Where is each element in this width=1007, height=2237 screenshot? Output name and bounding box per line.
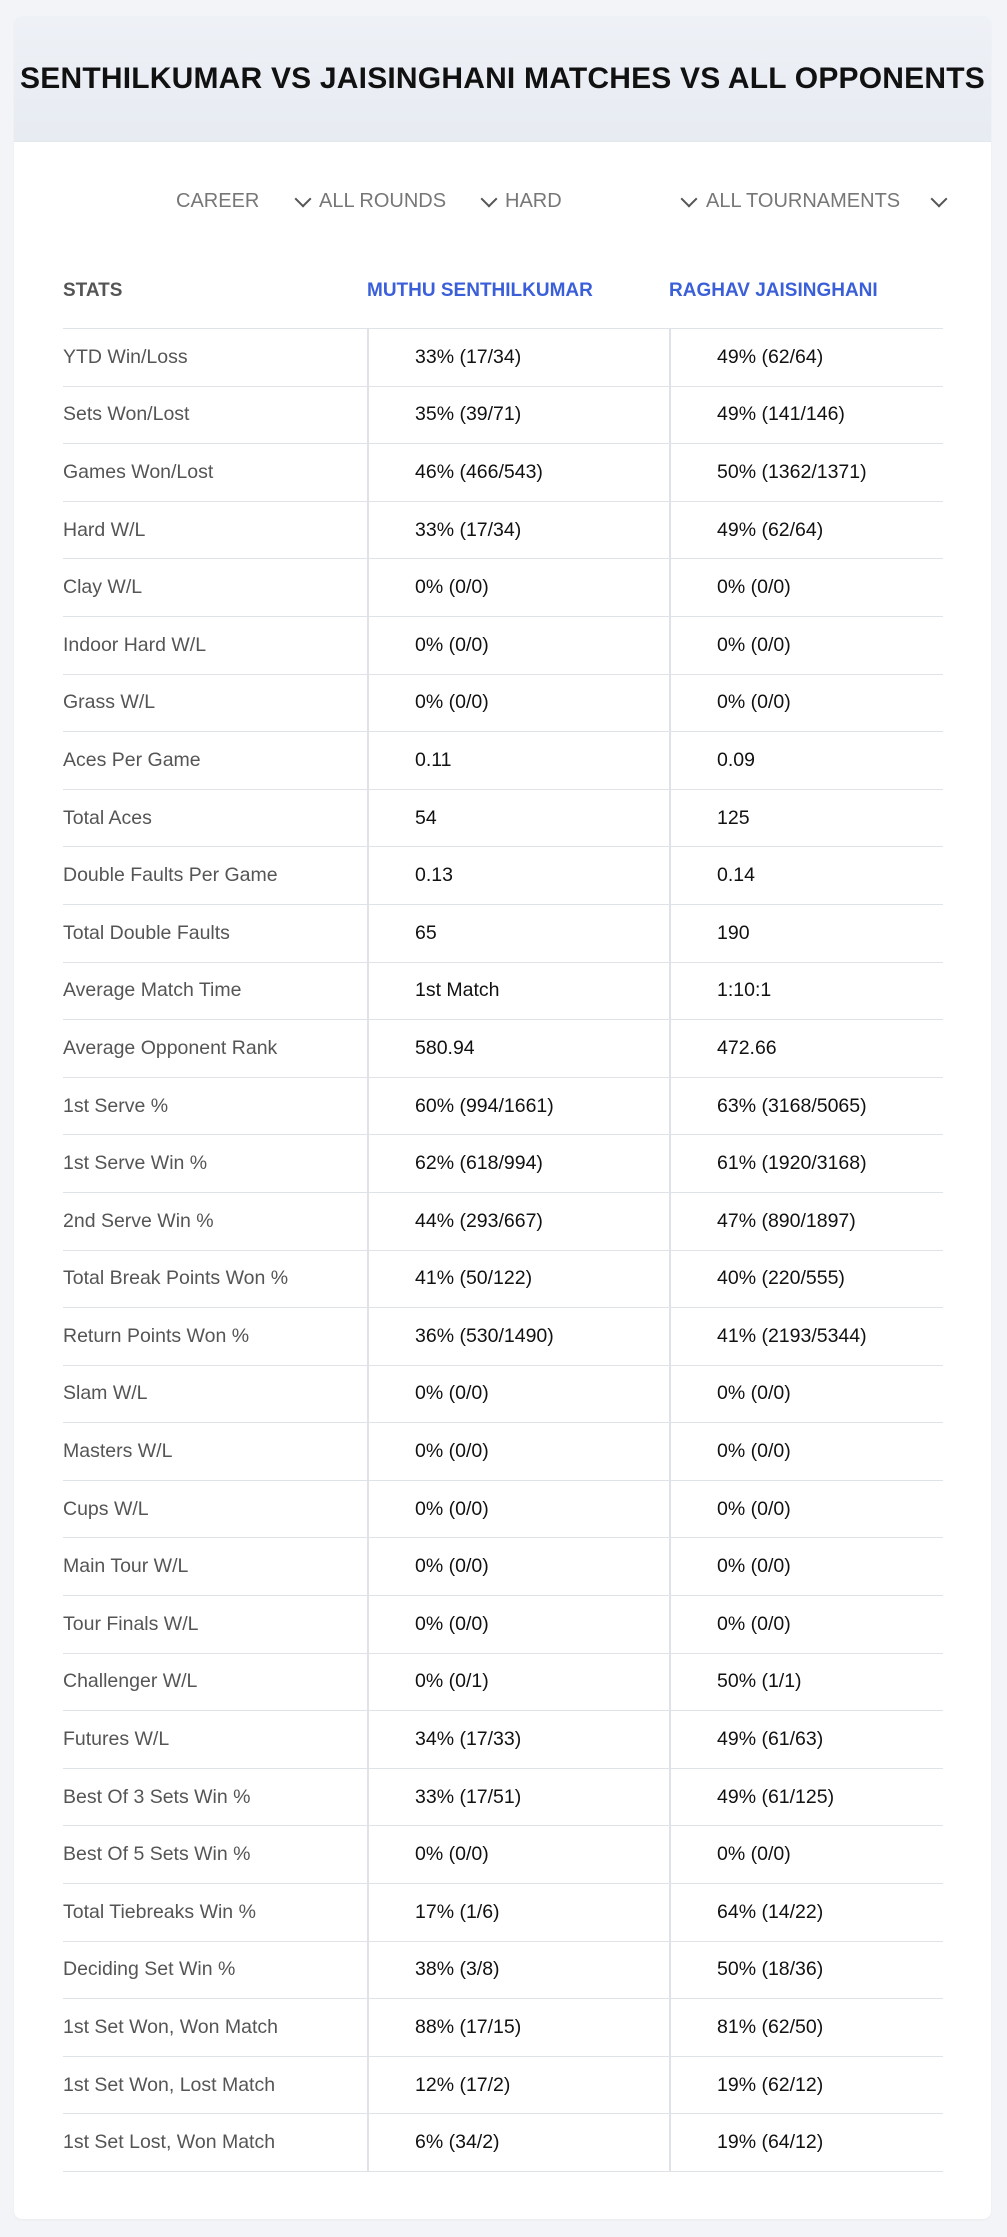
stat-label: 2nd Serve Win %: [63, 1209, 214, 1232]
stat-label: YTD Win/Loss: [63, 345, 188, 368]
table-row: [63, 444, 943, 502]
table-row: [63, 1308, 943, 1366]
player1-value: 0% (0/0): [367, 1481, 669, 1538]
player1-value: 0% (0/1): [367, 1654, 669, 1711]
player1-value: 33% (17/34): [367, 329, 669, 386]
stat-label: Slam W/L: [63, 1382, 148, 1405]
player1-value: 0% (0/0): [367, 1596, 669, 1653]
player1-value: 33% (17/51): [367, 1769, 669, 1826]
player2-value: 0% (0/0): [669, 1366, 943, 1423]
rounds-select-value: ALL ROUNDS: [319, 190, 447, 212]
player1-value: 17% (1/6): [367, 1884, 669, 1941]
period-select[interactable]: [176, 190, 309, 213]
table-row: [63, 1423, 943, 1481]
player1-value: 12% (17/2): [367, 2057, 669, 2114]
stat-label: Indoor Hard W/L: [63, 633, 207, 656]
period-select-value: CAREER: [176, 190, 260, 212]
player2-value: 50% (1/1): [669, 1654, 943, 1711]
player2-value: 49% (62/64): [669, 329, 943, 386]
player1-value: 0% (0/0): [367, 559, 669, 616]
table-row: [63, 1193, 943, 1251]
player1-value: 36% (530/1490): [367, 1308, 669, 1365]
player2-value: 0% (0/0): [669, 559, 943, 616]
stat-label: Total Aces: [63, 806, 152, 829]
player2-value: 0% (0/0): [669, 617, 943, 674]
stat-label: Sets Won/Lost: [63, 403, 190, 426]
table-row: [63, 1826, 943, 1884]
player2-value: 472.66: [669, 1020, 943, 1077]
player2-value: 0.09: [669, 732, 943, 789]
player1-value: 33% (17/34): [367, 502, 669, 559]
player2-value: 81% (62/50): [669, 1999, 943, 2056]
player2-value: 40% (220/555): [669, 1251, 943, 1308]
table-row: [63, 1135, 943, 1193]
stat-label: Cups W/L: [63, 1497, 149, 1520]
player2-value: 50% (1362/1371): [669, 444, 943, 501]
table-row: [63, 1251, 943, 1309]
player2-value: 47% (890/1897): [669, 1193, 943, 1250]
table-row: [63, 905, 943, 963]
stat-label: Total Tiebreaks Win %: [63, 1900, 256, 1923]
player2-value: 61% (1920/3168): [669, 1135, 943, 1192]
stat-label: Average Match Time: [63, 979, 242, 1002]
player1-value: 0% (0/0): [367, 1826, 669, 1883]
stat-label: 1st Set Won, Won Match: [63, 2016, 278, 2039]
player2-value: 0% (0/0): [669, 1596, 943, 1653]
header-player1[interactable]: MUTHU SENTHILKUMAR: [367, 280, 593, 301]
table-row: [63, 790, 943, 848]
player1-value: 54: [367, 790, 669, 847]
stat-label: Total Double Faults: [63, 921, 230, 944]
header-player2[interactable]: RAGHAV JAISINGHANI: [669, 280, 878, 301]
header-stats: STATS: [63, 280, 123, 301]
stat-label: Challenger W/L: [63, 1670, 198, 1693]
player2-value: 190: [669, 905, 943, 962]
stat-label: Double Faults Per Game: [63, 864, 278, 887]
stat-label: Return Points Won %: [63, 1324, 250, 1347]
player2-value: 49% (61/125): [669, 1769, 943, 1826]
player2-value: 19% (64/12): [669, 2114, 943, 2171]
player1-value: 0% (0/0): [367, 1366, 669, 1423]
stat-label: Main Tour W/L: [63, 1555, 189, 1578]
player1-value: 0% (0/0): [367, 1423, 669, 1480]
player2-value: 0% (0/0): [669, 1538, 943, 1595]
page-title: SENTHILKUMAR VS JAISINGHANI MATCHES VS ALL OPPONENTS: [20, 61, 985, 95]
player2-value: 49% (141/146): [669, 387, 943, 444]
player2-value: 50% (18/36): [669, 1942, 943, 1999]
stat-label: Clay W/L: [63, 576, 143, 599]
table-row: [63, 1942, 943, 2000]
player2-value: 49% (62/64): [669, 502, 943, 559]
player1-value: 0% (0/0): [367, 617, 669, 674]
filter-bar: [14, 190, 991, 250]
stat-label: Hard W/L: [63, 518, 146, 541]
stat-label: 1st Set Won, Lost Match: [63, 2073, 276, 2096]
player2-value: 0% (0/0): [669, 1423, 943, 1480]
surface-select[interactable]: [505, 190, 695, 213]
table-row: [63, 1366, 943, 1424]
player1-value: 62% (618/994): [367, 1135, 669, 1192]
stat-label: Best Of 3 Sets Win %: [63, 1785, 251, 1808]
chevron-down-icon: [295, 190, 312, 207]
table-row: [63, 675, 943, 733]
player2-value: 0% (0/0): [669, 675, 943, 732]
stat-label: Futures W/L: [63, 1728, 170, 1751]
table-row: [63, 2057, 943, 2115]
table-row: [63, 732, 943, 790]
chevron-down-icon: [681, 190, 698, 207]
player1-value: 0.11: [367, 732, 669, 789]
player2-value: 125: [669, 790, 943, 847]
player2-value: 64% (14/22): [669, 1884, 943, 1941]
player1-value: 38% (3/8): [367, 1942, 669, 1999]
player1-value: 46% (466/543): [367, 444, 669, 501]
stat-label: Games Won/Lost: [63, 460, 214, 483]
stat-label: Deciding Set Win %: [63, 1958, 236, 1981]
table-row: [63, 617, 943, 675]
stat-label: Best Of 5 Sets Win %: [63, 1843, 251, 1866]
player2-value: 1:10:1: [669, 963, 943, 1020]
table-row: [63, 387, 943, 445]
player2-value: 63% (3168/5065): [669, 1078, 943, 1135]
player1-value: 65: [367, 905, 669, 962]
chevron-down-icon: [481, 190, 498, 207]
table-row: [63, 329, 943, 387]
table-row: [63, 963, 943, 1021]
player2-value: 49% (61/63): [669, 1711, 943, 1768]
table-row: [63, 2114, 943, 2172]
table-header: [63, 254, 943, 329]
player1-value: 580.94: [367, 1020, 669, 1077]
player1-value: 0% (0/0): [367, 1538, 669, 1595]
table-row: [63, 559, 943, 617]
stats-table: [63, 254, 943, 2172]
player1-value: 88% (17/15): [367, 1999, 669, 2056]
player1-value: 41% (50/122): [367, 1251, 669, 1308]
table-body: [63, 329, 943, 2172]
rounds-select[interactable]: [319, 190, 495, 213]
table-row: [63, 1769, 943, 1827]
stat-label: 1st Serve %: [63, 1094, 169, 1117]
table-row: [63, 1884, 943, 1942]
player1-value: 6% (34/2): [367, 2114, 669, 2171]
stat-label: Grass W/L: [63, 691, 156, 714]
player1-value: 34% (17/33): [367, 1711, 669, 1768]
stats-card: [14, 16, 991, 2219]
stat-label: Tour Finals W/L: [63, 1612, 199, 1635]
table-row: [63, 1596, 943, 1654]
surface-select-value: HARD: [505, 190, 562, 212]
player2-value: 41% (2193/5344): [669, 1308, 943, 1365]
stat-label: Masters W/L: [63, 1440, 173, 1463]
stat-label: 1st Set Lost, Won Match: [63, 2131, 276, 2154]
player1-value: 0.13: [367, 847, 669, 904]
table-row: [63, 1711, 943, 1769]
table-row: [63, 1999, 943, 2057]
table-row: [63, 1481, 943, 1539]
player2-value: 0.14: [669, 847, 943, 904]
table-row: [63, 1538, 943, 1596]
table-row: [63, 1078, 943, 1136]
player1-value: 0% (0/0): [367, 675, 669, 732]
tournaments-select[interactable]: [706, 190, 945, 213]
stat-label: 1st Serve Win %: [63, 1152, 208, 1175]
table-row: [63, 502, 943, 560]
tournaments-select-value: ALL TOURNAMENTS: [706, 190, 901, 212]
player2-value: 0% (0/0): [669, 1481, 943, 1538]
player1-value: 1st Match: [367, 963, 669, 1020]
table-row: [63, 1020, 943, 1078]
stat-label: Total Break Points Won %: [63, 1267, 289, 1290]
player1-value: 44% (293/667): [367, 1193, 669, 1250]
stat-label: Aces Per Game: [63, 748, 201, 771]
page-header: [14, 16, 991, 142]
player1-value: 35% (39/71): [367, 387, 669, 444]
player2-value: 19% (62/12): [669, 2057, 943, 2114]
player1-value: 60% (994/1661): [367, 1078, 669, 1135]
chevron-down-icon: [931, 190, 948, 207]
player2-value: 0% (0/0): [669, 1826, 943, 1883]
table-row: [63, 847, 943, 905]
stat-label: Average Opponent Rank: [63, 1036, 278, 1059]
table-row: [63, 1654, 943, 1712]
